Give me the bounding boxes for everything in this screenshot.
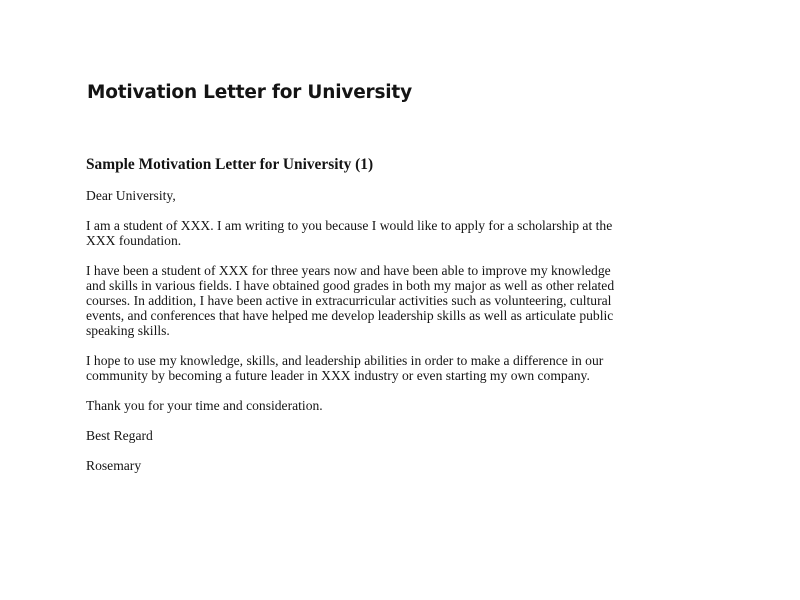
paragraph-line: I am a student of XXX. I am writing to you because I would like to apply for a scholarship at the: [86, 218, 613, 233]
paragraph-line: and skills in various fields. I have obtained good grades in both my major as well as other related: [86, 278, 615, 293]
letter-body: [86, 156, 726, 488]
paragraph-line: community by becoming a future leader in XXX industry or even starting my own company.: [86, 368, 590, 383]
letter-paragraph-intro: [86, 218, 726, 248]
paragraph-line: speaking skills.: [86, 323, 170, 338]
letter-signature: [86, 458, 726, 473]
closing-text: Best Regard: [86, 428, 153, 443]
signature-text: Rosemary: [86, 458, 142, 473]
page-title: Motivation Letter for University: [87, 82, 412, 103]
letter-paragraph-goals: [86, 353, 726, 383]
paragraph-line: events, and conferences that have helped me develop leadership skills as well as articulate public: [86, 308, 614, 323]
letter-salutation: [86, 188, 726, 203]
paragraph-line: XXX foundation.: [86, 233, 182, 248]
paragraph-line: courses. In addition, I have been active in extracurricular activities such as volunteering, cultural: [86, 293, 612, 308]
paragraph-line: I hope to use my knowledge, skills, and leadership abilities in order to make a difference in our: [86, 353, 604, 368]
letter-thanks: [86, 398, 726, 413]
letter-paragraph-experience: [86, 263, 726, 338]
paragraph-line: I have been a student of XXX for three years now and have been able to improve my knowledge: [86, 263, 611, 278]
thanks-text: Thank you for your time and consideration.: [86, 398, 323, 413]
letter-closing: [86, 428, 726, 443]
letter-heading: Sample Motivation Letter for University (1): [86, 156, 374, 173]
salutation-text: Dear University,: [86, 188, 176, 203]
